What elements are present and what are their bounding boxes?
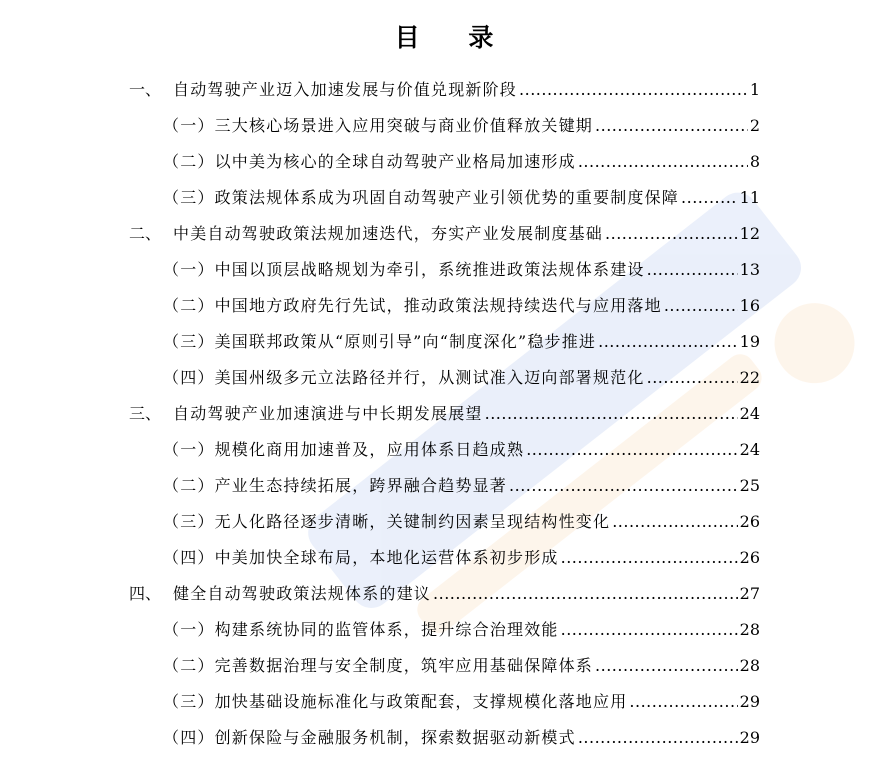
toc-entry-title: （三）美国联邦政策从“原则引导”向“制度深化”稳步推进: [163, 332, 597, 351]
toc-page-number: 19: [739, 332, 760, 351]
toc-dot-leader: [519, 72, 748, 108]
toc-dot-leader: [629, 684, 737, 720]
toc-page-number: 2: [749, 116, 760, 135]
toc-page-number: 24: [739, 404, 760, 423]
toc-entry-title: 中美自动驾驶政策法规加速迭代，夯实产业发展制度基础: [173, 224, 604, 243]
toc-entry[interactable]: [163, 432, 760, 468]
toc-page-number: 25: [739, 476, 760, 495]
toc-entry[interactable]: [163, 324, 760, 360]
toc-entry[interactable]: [163, 648, 760, 684]
toc-page-number: 27: [739, 584, 760, 603]
toc-page-number: 1: [749, 80, 760, 99]
toc-entry-number: 二、: [129, 224, 162, 243]
toc-entry[interactable]: [163, 288, 760, 324]
toc-page-number: 26: [739, 512, 760, 531]
toc-entry-title: （一）构建系统协同的监管体系，提升综合治理效能: [163, 620, 559, 639]
toc-entry[interactable]: [163, 612, 760, 648]
toc-entry-number: 一、: [129, 80, 162, 99]
toc-dot-leader: [647, 360, 738, 396]
toc-entry[interactable]: [163, 684, 760, 720]
toc-entry-number: 三、: [129, 404, 162, 423]
toc-page-number: 29: [739, 692, 760, 711]
toc-entry[interactable]: [163, 540, 760, 576]
toc-dot-leader: [595, 648, 738, 684]
toc-dot-leader: [509, 468, 738, 504]
toc-entry[interactable]: [163, 180, 760, 216]
toc-page-number: 28: [739, 620, 760, 639]
toc-dot-leader: [561, 612, 738, 648]
toc-entry[interactable]: [163, 108, 760, 144]
toc-entry[interactable]: [129, 72, 760, 108]
toc-dot-leader: [561, 540, 738, 576]
toc-dot-leader: [526, 432, 737, 468]
toc-entry-number: 四、: [129, 584, 162, 603]
toc-entry-title: 健全自动驾驶政策法规体系的建议: [173, 584, 432, 603]
toc-dot-leader: [605, 216, 738, 252]
toc-page-number: 8: [749, 152, 760, 171]
toc-page-number: 11: [739, 188, 760, 207]
toc-page-number: 28: [739, 656, 760, 675]
toc-dot-leader: [681, 180, 738, 216]
toc-page-number: 26: [739, 548, 760, 567]
toc-page-number: 13: [739, 260, 760, 279]
toc-entry-title: （二）以中美为核心的全球自动驾驶产业格局加速形成: [163, 152, 576, 171]
toc-entry-title: （四）创新保险与金融服务机制，探索数据驱动新模式: [163, 728, 576, 747]
toc-entry-title: （一）规模化商用加速普及，应用体系日趋成熟: [163, 440, 525, 459]
toc-entry[interactable]: [129, 216, 760, 252]
toc-page-number: 16: [739, 296, 760, 315]
toc-entry-title: （二）产业生态持续拓展，跨界融合趋势显著: [163, 476, 508, 495]
toc-entry-title: （三）政策法规体系成为巩固自动驾驶产业引领优势的重要制度保障: [163, 188, 680, 207]
toc-entry[interactable]: [163, 720, 760, 756]
toc-entry-title: （三）加快基础设施标准化与政策配套，支撑规模化落地应用: [163, 692, 628, 711]
toc-entry-title: （三）无人化路径逐步清晰，关键制约因素呈现结构性变化: [163, 512, 611, 531]
toc-entry[interactable]: [163, 252, 760, 288]
toc-dot-leader: [578, 144, 748, 180]
toc-dot-leader: [595, 108, 748, 144]
toc-entry[interactable]: [163, 360, 760, 396]
toc-dot-leader: [647, 252, 738, 288]
toc-dot-leader: [612, 504, 737, 540]
toc-page-number: 12: [739, 224, 760, 243]
toc-entry-title: 自动驾驶产业加速演进与中长期发展展望: [173, 404, 483, 423]
toc-entry-title: （二）中国地方政府先行先试，推动政策法规持续迭代与应用落地: [163, 296, 662, 315]
toc-entry-title: （一）三大核心场景进入应用突破与商业价值释放关键期: [163, 116, 594, 135]
toc-dot-leader: [598, 324, 738, 360]
toc-dot-leader: [433, 576, 738, 612]
toc-entry[interactable]: [163, 504, 760, 540]
toc-dot-leader: [578, 720, 738, 756]
page-title: 目 录: [394, 23, 514, 52]
toc-entry-title: （一）中国以顶层战略规划为牵引，系统推进政策法规体系建设: [163, 260, 645, 279]
toc-page-number: 22: [739, 368, 760, 387]
toc-page-number: 24: [739, 440, 760, 459]
toc-entry-title: 自动驾驶产业迈入加速发展与价值兑现新阶段: [173, 80, 518, 99]
toc-entry-title: （二）完善数据治理与安全制度，筑牢应用基础保障体系: [163, 656, 594, 675]
toc-entry-title: （四）美国州级多元立法路径并行，从测试准入迈向部署规范化: [163, 368, 645, 387]
toc-dot-leader: [485, 396, 738, 432]
toc-dot-leader: [664, 288, 738, 324]
toc-entry[interactable]: [129, 396, 760, 432]
toc-entry-title: （四）中美加快全球布局，本地化运营体系初步形成: [163, 548, 559, 567]
toc-entry[interactable]: [129, 576, 760, 612]
toc-entry[interactable]: [163, 144, 760, 180]
toc-entry[interactable]: [163, 468, 760, 504]
toc-page-number: 29: [739, 728, 760, 747]
